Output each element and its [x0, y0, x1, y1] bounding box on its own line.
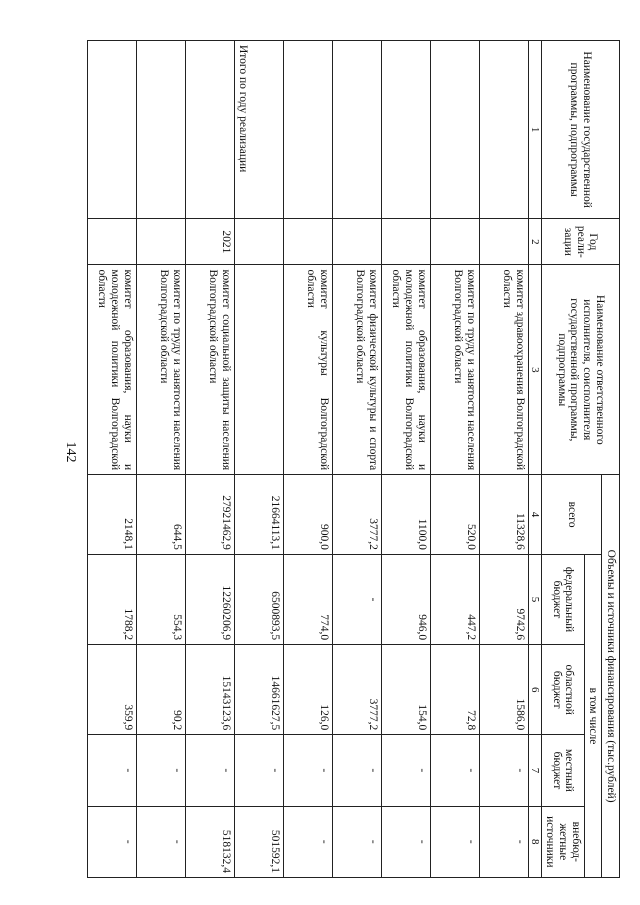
- local-cell: -: [332, 735, 381, 806]
- program-name-cell: [430, 41, 479, 219]
- local-cell: -: [185, 735, 234, 806]
- regional-cell: 14661627,5: [234, 645, 283, 735]
- year-cell: 2021: [185, 219, 234, 265]
- program-name-cell: [381, 41, 430, 219]
- year-cell: [381, 219, 430, 265]
- federal-cell: 774,0: [283, 554, 332, 644]
- executor-cell: комитет образования, науки и молодежной политики Волгоградской области: [381, 265, 430, 475]
- header-local: местный бюджет: [541, 735, 584, 806]
- offbudget-cell: -: [332, 806, 381, 877]
- program-name-cell: [87, 41, 136, 219]
- table-row: [87, 41, 136, 878]
- index-cell: 1: [528, 41, 541, 219]
- local-cell: -: [430, 735, 479, 806]
- table-row: [136, 41, 185, 878]
- year-cell: [430, 219, 479, 265]
- total-cell: 644,5: [136, 475, 185, 555]
- table-row: [332, 41, 381, 878]
- header-executor: Наименование ответственного исполнителя, соисполнителя государственной программы, подпрограммы: [541, 265, 619, 475]
- header-offbudget: внебюд-жетные источники: [541, 806, 584, 877]
- regional-cell: 90,2: [136, 645, 185, 735]
- offbudget-cell: -: [430, 806, 479, 877]
- index-cell: 3: [528, 265, 541, 475]
- local-cell: -: [234, 735, 283, 806]
- regional-cell: 72,8: [430, 645, 479, 735]
- local-cell: -: [87, 735, 136, 806]
- index-cell: 4: [528, 475, 541, 555]
- year-cell: [87, 219, 136, 265]
- year-cell: [136, 219, 185, 265]
- year-cell: [234, 219, 283, 265]
- federal-cell: 1788,2: [87, 554, 136, 644]
- year-cell: [479, 219, 528, 265]
- index-cell: 6: [528, 645, 541, 735]
- table-row: [430, 41, 479, 878]
- local-cell: -: [283, 735, 332, 806]
- federal-cell: 12260206,9: [185, 554, 234, 644]
- federal-cell: 554,3: [136, 554, 185, 644]
- executor-cell: комитет культуры Волгоградской области: [283, 265, 332, 475]
- federal-cell: 447,2: [430, 554, 479, 644]
- total-cell: 2148,1: [87, 475, 136, 555]
- table-row: [479, 41, 528, 878]
- regional-cell: 3777,2: [332, 645, 381, 735]
- index-row: [528, 41, 541, 878]
- program-name-cell: [283, 41, 332, 219]
- year-cell: [332, 219, 381, 265]
- header-program: Наименование государственной программы, подпрограммы: [541, 41, 619, 219]
- index-cell: 7: [528, 735, 541, 806]
- offbudget-cell: 518132,4: [185, 806, 234, 877]
- header-federal: федеральный бюджет: [541, 554, 584, 644]
- table-row: [283, 41, 332, 878]
- program-name-cell: [185, 41, 234, 219]
- regional-cell: 359,9: [87, 645, 136, 735]
- program-name-cell: [136, 41, 185, 219]
- regional-cell: 15143123,6: [185, 645, 234, 735]
- federal-cell: 6500893,5: [234, 554, 283, 644]
- regional-cell: 154,0: [381, 645, 430, 735]
- total-cell: 27921462,9: [185, 475, 234, 555]
- regional-cell: 1586,0: [479, 645, 528, 735]
- offbudget-cell: 501592,1: [234, 806, 283, 877]
- table-row: [185, 41, 234, 878]
- federal-cell: -: [332, 554, 381, 644]
- total-cell: 900,0: [283, 475, 332, 555]
- local-cell: -: [136, 735, 185, 806]
- header-regional: областной бюджет: [541, 645, 584, 735]
- local-cell: -: [479, 735, 528, 806]
- offbudget-cell: -: [283, 806, 332, 877]
- executor-cell: комитет социальной защиты населения Волгоградской области: [185, 265, 234, 475]
- program-name-cell: [479, 41, 528, 219]
- header-year: Год реали-зации: [541, 219, 619, 265]
- executor-cell: комитет физической культуры и спорта Волгоградской области: [332, 265, 381, 475]
- total-cell: 520,0: [430, 475, 479, 555]
- index-cell: 8: [528, 806, 541, 877]
- index-cell: 2: [528, 219, 541, 265]
- executor-cell: комитет здравоохранения Волгоградской области: [479, 265, 528, 475]
- header-including: в том числе: [584, 554, 602, 877]
- year-cell: [283, 219, 332, 265]
- program-name-cell: Итого по году реализации: [234, 41, 283, 219]
- offbudget-cell: -: [479, 806, 528, 877]
- total-cell: 3777,2: [332, 475, 381, 555]
- page-number: 142: [63, 441, 78, 463]
- local-cell: -: [381, 735, 430, 806]
- program-name-cell: [332, 41, 381, 219]
- table-row: [381, 41, 430, 878]
- offbudget-cell: -: [381, 806, 430, 877]
- offbudget-cell: -: [136, 806, 185, 877]
- executor-cell: комитет образования, науки и молодежной политики Волгоградской области: [87, 265, 136, 475]
- federal-cell: 9742,6: [479, 554, 528, 644]
- executor-cell: [234, 265, 283, 475]
- financing-table: [87, 40, 620, 878]
- header-volumes: Объемы и источники финансирования (тыс.рублей): [602, 475, 620, 878]
- regional-cell: 126,0: [283, 645, 332, 735]
- index-cell: 5: [528, 554, 541, 644]
- total-cell: 11328,6: [479, 475, 528, 555]
- rotated-table-wrapper: [87, 40, 620, 878]
- header-total: всего: [541, 475, 602, 555]
- federal-cell: 946,0: [381, 554, 430, 644]
- total-cell: 1100,0: [381, 475, 430, 555]
- total-row: [234, 41, 283, 878]
- offbudget-cell: -: [87, 806, 136, 877]
- executor-cell: комитет по труду и занятости населения Волгоградской области: [430, 265, 479, 475]
- executor-cell: комитет по труду и занятости населения Волгоградской области: [136, 265, 185, 475]
- total-cell: 21664113,1: [234, 475, 283, 555]
